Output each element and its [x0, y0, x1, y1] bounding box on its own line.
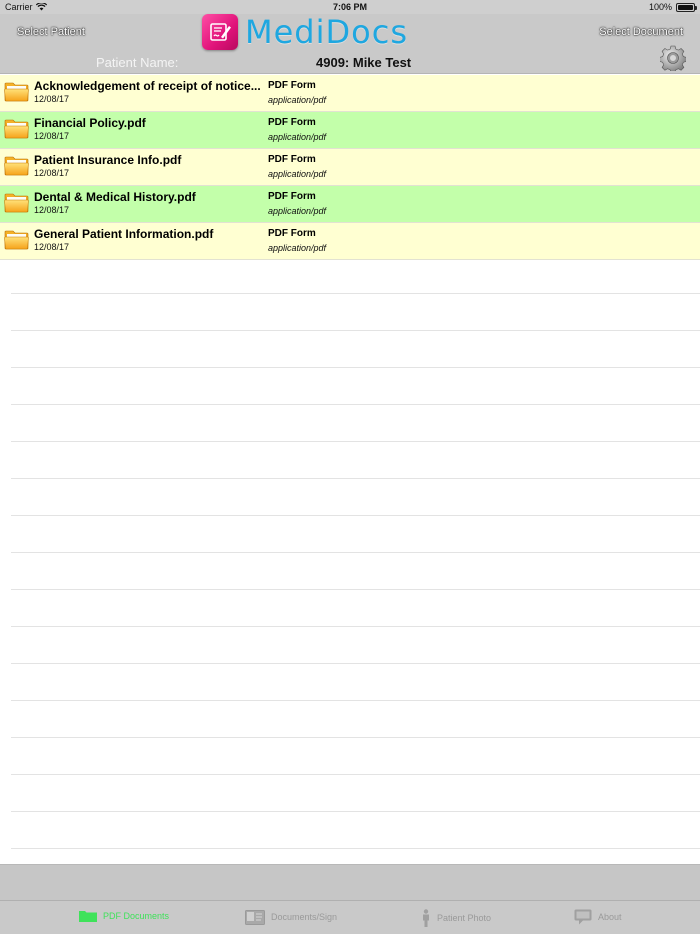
status-bar: [0, 0, 700, 14]
empty-row: [11, 590, 700, 627]
empty-row: [11, 812, 700, 849]
document-mime: application/pdf: [268, 169, 327, 179]
tab-label: Patient Photo: [437, 913, 492, 923]
battery-percent: 100%: [648, 2, 672, 12]
tab-documents-sign[interactable]: [245, 909, 337, 925]
empty-row: [11, 331, 700, 368]
document-type: PDF Form: [268, 228, 316, 239]
empty-row: [11, 664, 700, 701]
tab-bar: [0, 900, 700, 934]
select-patient-button[interactable]: Select Patient: [17, 26, 85, 38]
bottom-toolbar: [0, 864, 700, 900]
folder-icon: [4, 81, 29, 102]
empty-row: [11, 479, 700, 516]
empty-row: [11, 775, 700, 812]
empty-row: [11, 368, 700, 405]
document-sign-icon: [208, 20, 232, 44]
empty-row: [11, 738, 700, 775]
folder-icon: [4, 155, 29, 176]
empty-row: [11, 553, 700, 590]
document-title: General Patient Information.pdf: [34, 227, 214, 241]
empty-row: [11, 442, 700, 479]
document-type: PDF Form: [268, 117, 316, 128]
document-date: 12/08/17: [34, 242, 70, 252]
tab-about[interactable]: [574, 909, 622, 925]
patient-name-value: 4909: Mike Test: [316, 55, 412, 70]
tab-patient-photo[interactable]: [421, 909, 491, 927]
document-mime: application/pdf: [268, 243, 327, 253]
document-sign-icon: [245, 909, 265, 925]
battery-indicator: [649, 2, 695, 12]
document-date: 12/08/17: [34, 205, 70, 215]
battery-icon: [676, 3, 695, 12]
document-mime: application/pdf: [268, 132, 327, 142]
document-mime: application/pdf: [268, 206, 327, 216]
tab-label: Documents/Sign: [271, 912, 338, 922]
document-title: Dental & Medical History.pdf: [34, 190, 196, 204]
clock: 7:06 PM: [332, 2, 367, 12]
speech-bubble-icon: [574, 909, 592, 925]
app-header: [0, 14, 700, 74]
empty-row: [11, 516, 700, 553]
empty-row: [11, 257, 700, 294]
document-date: 12/08/17: [34, 131, 70, 141]
document-row[interactable]: [0, 186, 700, 223]
folder-icon: [79, 909, 97, 922]
empty-row: [11, 627, 700, 664]
document-row[interactable]: [0, 223, 700, 260]
document-type: PDF Form: [268, 80, 316, 91]
document-title: Acknowledgement of receipt of notice...: [34, 79, 261, 93]
document-mime: application/pdf: [268, 95, 327, 105]
app-title: MediDocs: [245, 13, 408, 51]
gear-icon[interactable]: [660, 45, 686, 71]
folder-icon: [4, 118, 29, 139]
folder-icon: [4, 192, 29, 213]
tab-label: About: [598, 912, 622, 922]
tab-pdf-documents[interactable]: [79, 909, 169, 922]
document-type: PDF Form: [268, 154, 316, 165]
empty-row: [11, 405, 700, 442]
empty-row: [11, 294, 700, 331]
document-title: Patient Insurance Info.pdf: [34, 153, 182, 167]
document-type: PDF Form: [268, 191, 316, 202]
person-icon: [421, 909, 431, 927]
document-row[interactable]: [0, 75, 700, 112]
document-title: Financial Policy.pdf: [34, 116, 146, 130]
document-row[interactable]: [0, 149, 700, 186]
empty-row: [11, 701, 700, 738]
document-row[interactable]: [0, 112, 700, 149]
document-list: [0, 75, 700, 260]
app-logo: [202, 14, 238, 50]
select-document-button[interactable]: Select Document: [599, 26, 683, 38]
patient-name-label: Patient Name:: [96, 55, 179, 70]
carrier-label: Carrier: [5, 2, 33, 12]
tab-label: PDF Documents: [103, 910, 170, 921]
document-date: 12/08/17: [34, 168, 70, 178]
document-date: 12/08/17: [34, 94, 70, 104]
folder-icon: [4, 229, 29, 250]
empty-table-area: [0, 257, 700, 849]
